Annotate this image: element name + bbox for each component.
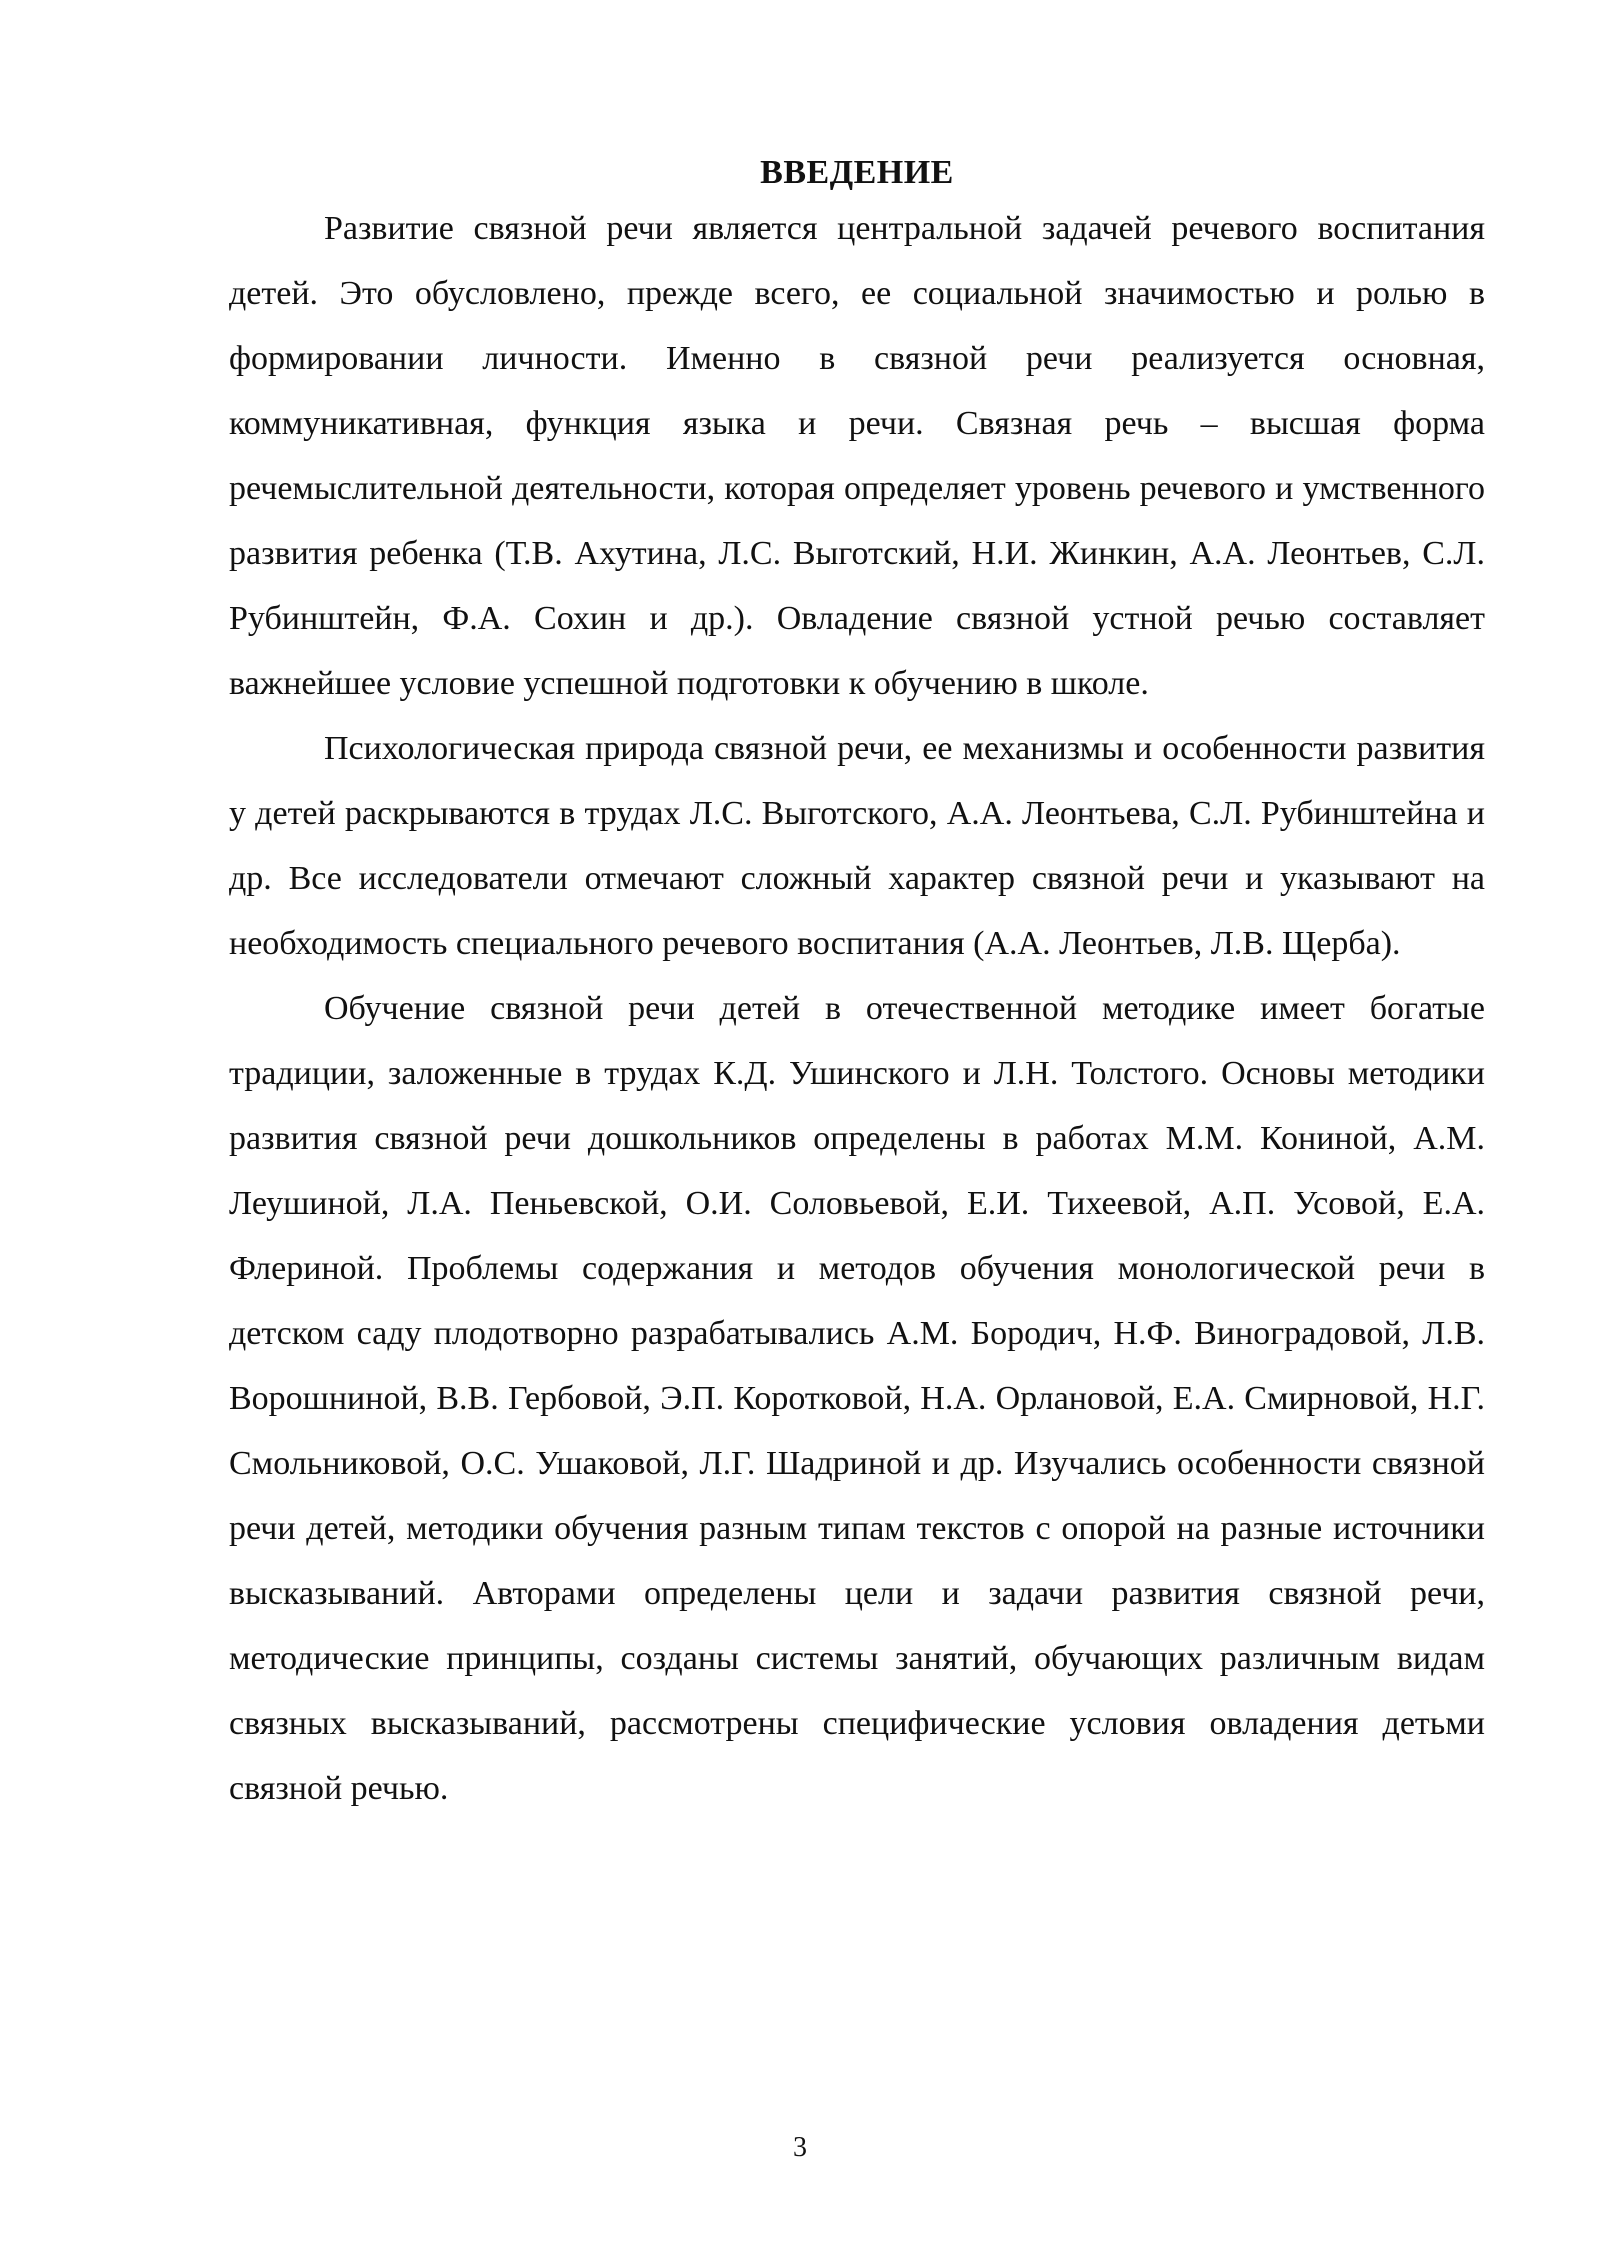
- paragraph-3: Обучение связной речи детей в отечественной методике имеет богатые традиции, заложенные в трудах К.Д. Ушинского и Л.Н. Толстого. Основы методики развития связной речи дошкольников определены в работах М.М. Кониной, А.М. Леушиной, Л.А. Пеньевской, О.И. Соловьевой, Е.И. Тихеевой, А.П. Усовой, Е.А. Флериной. Проблемы содержания и методов обучения монологической речи в детском саду плодотворно разрабатывались А.М. Бородич, Н.Ф. Виноградовой, Л.В. Ворошниной, В.В. Гербовой, Э.П. Коротковой, Н.А. Орлановой, Е.А. Смирновой, Н.Г. Смольниковой, О.С. Ушаковой, Л.Г. Шадриной и др. Изучались особенности связной речи детей, методики обучения разным типам текстов с опорой на разные источники высказываний. Авторами определены цели и задачи развития связной речи, методические принципы, созданы системы занятий, обучающих различным видам связных высказываний, рассмотрены специфические условия овладения детьми связной речью.: [229, 990, 1485, 1807]
- paragraph-1: Развитие связной речи является центральной задачей речевого воспитания детей. Это обусловлено, прежде всего, ее социальной значимостью и ролью в формировании личности. Именно в связной речи реализуется основная, коммуникативная, функция языка и речи. Связная речь – высшая форма речемыслительной деятельности, которая определяет уровень речевого и умственного развития ребенка (Т.В. Ахутина, Л.С. Выготский, Н.И. Жинкин, А.А. Леонтьев, С.Л. Рубинштейн, Ф.А. Сохин и др.). Овладение связной устной речью составляет важнейшее условие успешной подготовки к обучению в школе.: [229, 210, 1485, 702]
- section-heading: ВВЕДЕНИЕ: [760, 154, 954, 191]
- page-body: [229, 150, 1485, 1821]
- paragraph-2: Психологическая природа связной речи, ее механизмы и особенности развития у детей раскрываются в трудах Л.С. Выготского, А.А. Леонтьева, С.Л. Рубинштейна и др. Все исследователи отмечают сложный характер связной речи и указывают на необходимость специального речевого воспитания (А.А. Леонтьев, Л.В. Щерба).: [229, 730, 1485, 962]
- page-number: 3: [793, 2132, 807, 2163]
